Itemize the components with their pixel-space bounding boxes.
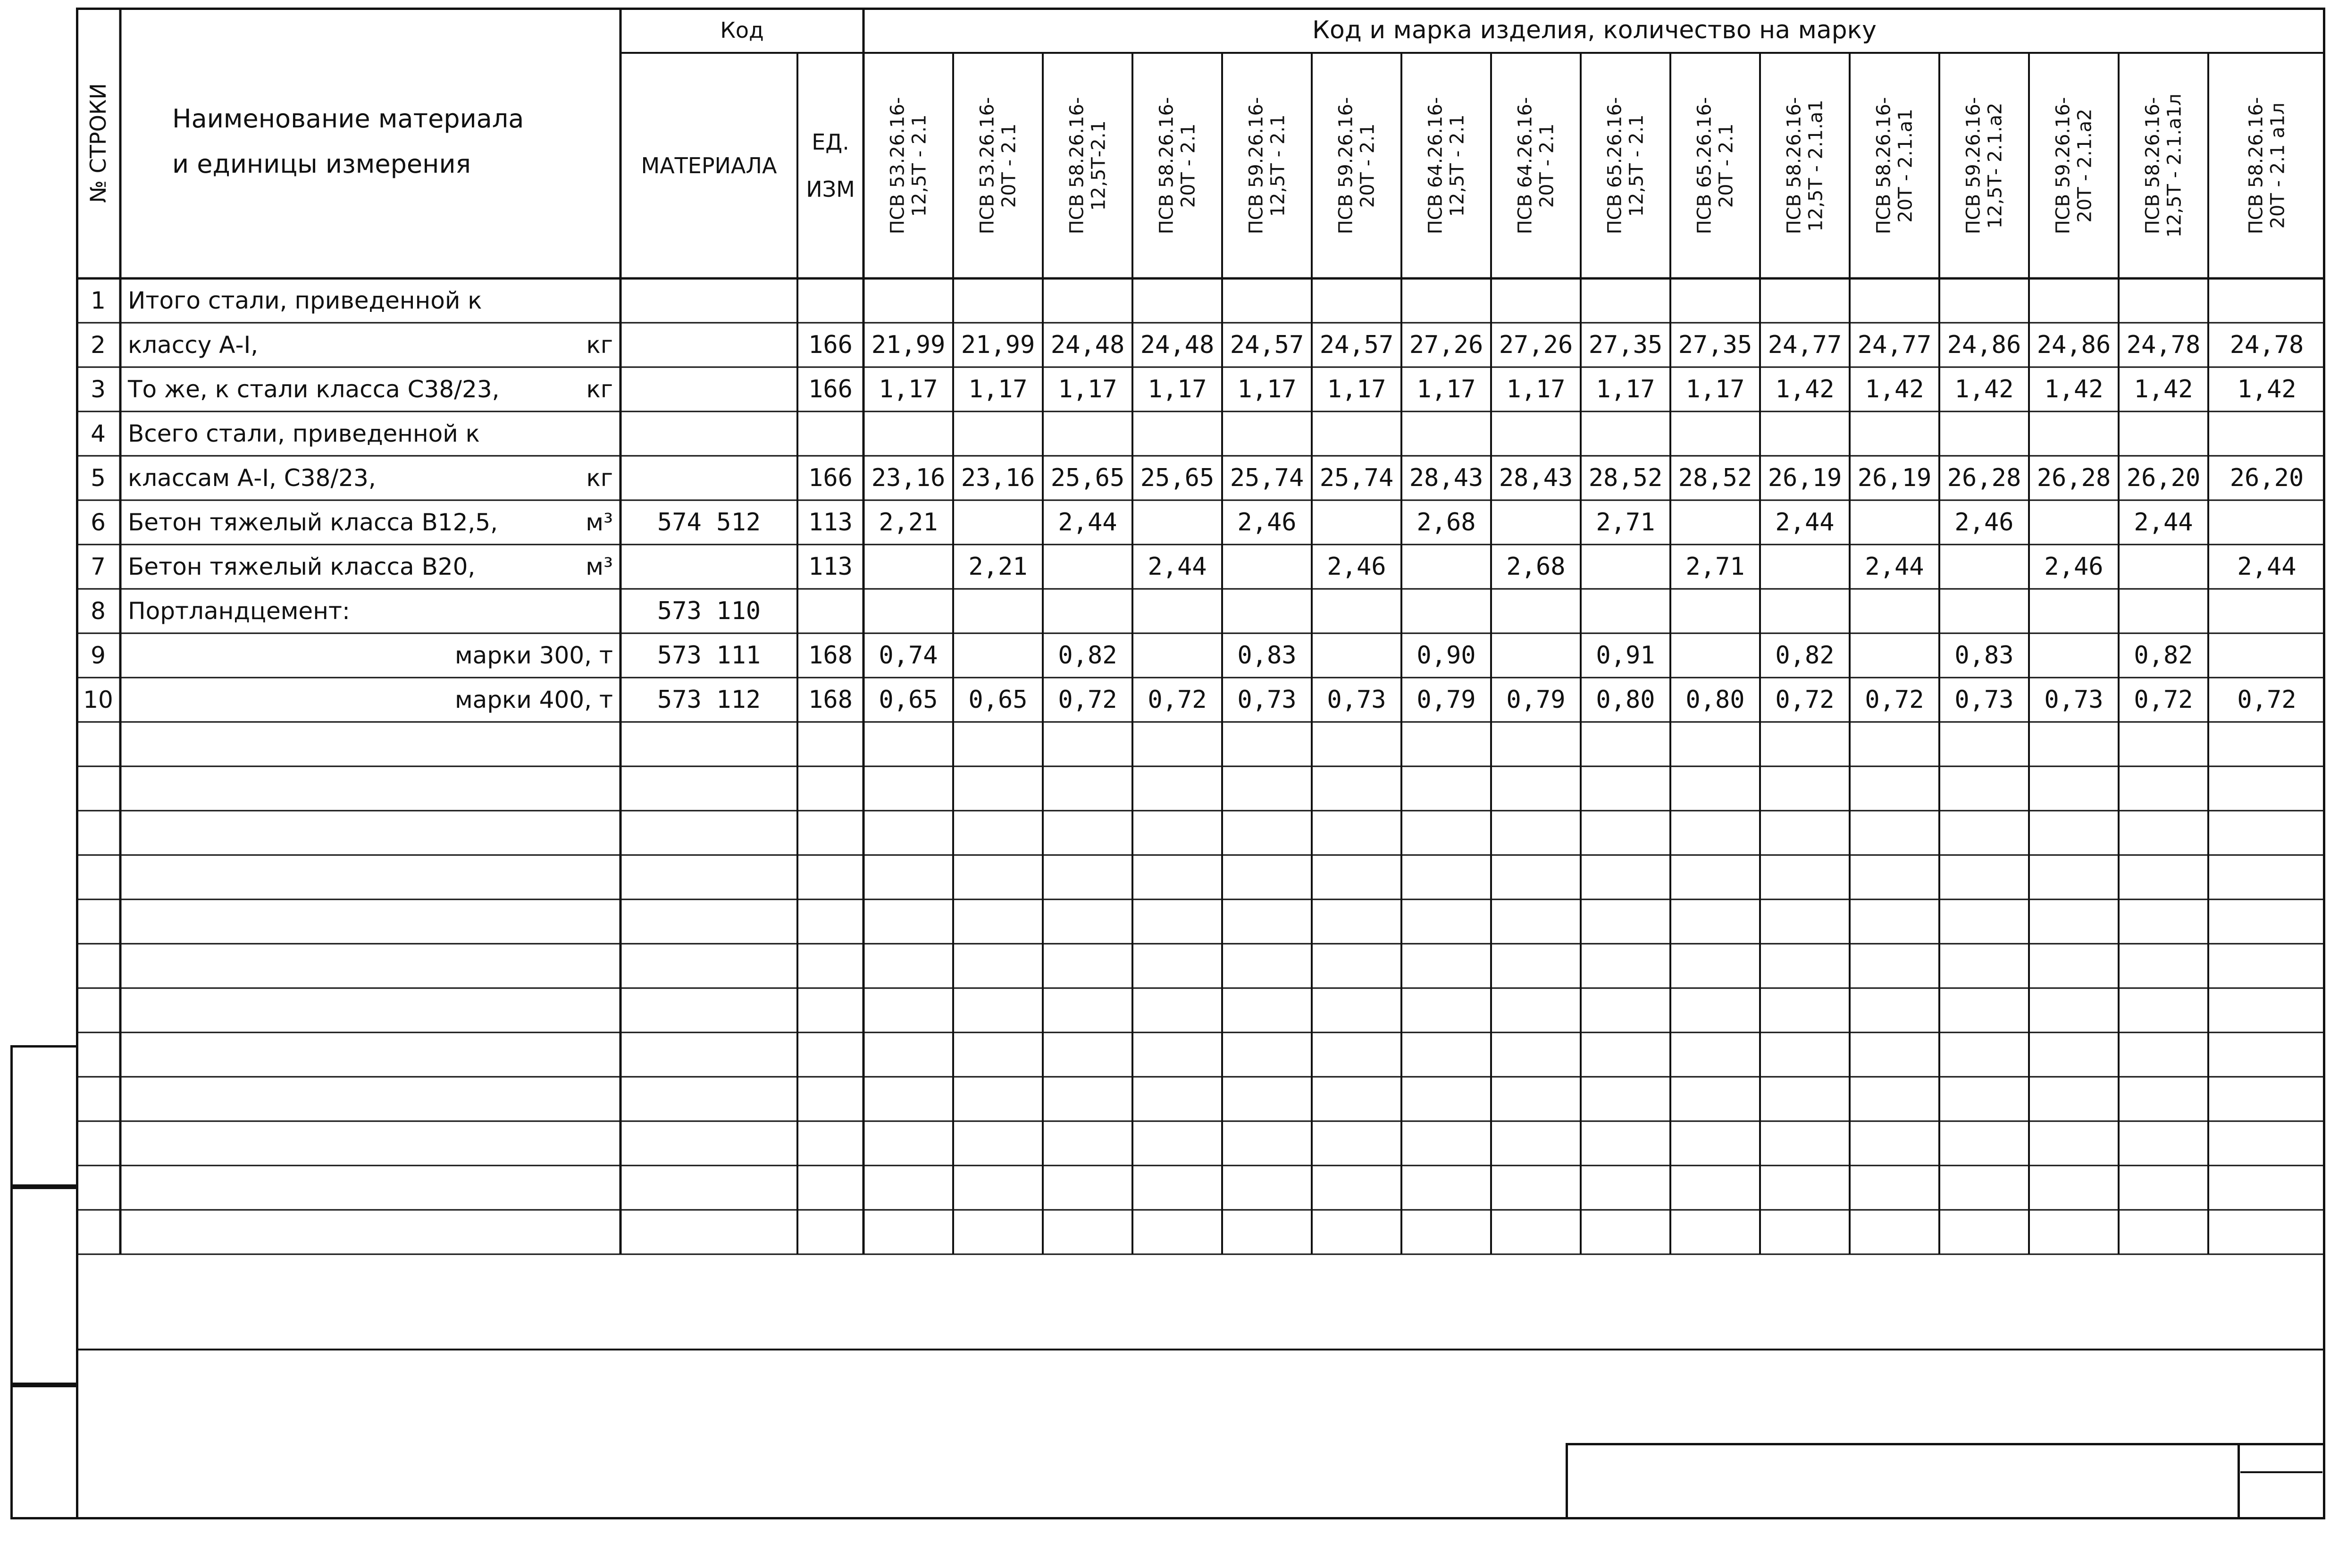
row-value: 2,44 bbox=[1775, 508, 1835, 537]
row-value: 2,71 bbox=[1596, 508, 1655, 537]
row-value: 0,74 bbox=[879, 641, 938, 670]
row-material-unit: марки 300, т bbox=[454, 642, 613, 669]
row-unit-code: 168 bbox=[808, 686, 853, 714]
row-value: 0,79 bbox=[1506, 686, 1566, 714]
row-value: 1,17 bbox=[968, 375, 1028, 403]
product-header-2-line: 20Т - 2.1 bbox=[997, 123, 1020, 208]
row-value: 2,46 bbox=[2044, 553, 2104, 581]
header-unit-line: ЕД. bbox=[812, 129, 849, 155]
row-value: 27,35 bbox=[1678, 331, 1752, 359]
row-value: 0,72 bbox=[1058, 686, 1117, 714]
row-value: 26,20 bbox=[2229, 464, 2304, 492]
row-material-name: Всего стали, приведенной к bbox=[128, 420, 480, 447]
row-value: 26,28 bbox=[1947, 464, 2021, 492]
row-number: 8 bbox=[91, 597, 106, 625]
row-value: 26,20 bbox=[2126, 464, 2201, 492]
row-value: 0,82 bbox=[1775, 641, 1835, 670]
row-value: 1,42 bbox=[2044, 375, 2104, 403]
row-value: 1,17 bbox=[1416, 375, 1476, 403]
row-value: 1,17 bbox=[879, 375, 938, 403]
sheet-number bbox=[2240, 1472, 2322, 1518]
row-material-unit: кг bbox=[586, 376, 613, 403]
row-value: 0,82 bbox=[1058, 641, 1117, 670]
product-header-15 bbox=[2142, 93, 2185, 237]
product-header-10-line: ПСВ 65.26.16- bbox=[1693, 97, 1715, 235]
row-value: 0,73 bbox=[1327, 686, 1386, 714]
row-value: 28,43 bbox=[1499, 464, 1573, 492]
product-header-12-line: ПСВ 58.26.16- bbox=[1872, 97, 1894, 235]
title-block bbox=[1566, 1443, 2325, 1519]
header-kod-material: МАТЕРИАЛА bbox=[641, 153, 777, 178]
header-unit bbox=[797, 53, 863, 278]
product-header-3-line: 12,5Т-2.1 bbox=[1087, 120, 1109, 211]
row-unit-code: 166 bbox=[808, 375, 853, 403]
row-value: 1,42 bbox=[2134, 375, 2193, 403]
row-value: 28,52 bbox=[1588, 464, 1663, 492]
product-header-8-line: 20Т - 2.1 bbox=[1535, 123, 1558, 208]
row-value: 24,78 bbox=[2229, 331, 2304, 359]
product-header-5-line: ПСВ 59.26.16- bbox=[1245, 97, 1267, 235]
row-value: 0,73 bbox=[1237, 686, 1297, 714]
row-unit-code: 166 bbox=[808, 464, 853, 492]
product-header-15-line: 12,5Т - 2.1.а1л bbox=[2163, 93, 2186, 238]
product-header-9 bbox=[1604, 97, 1647, 235]
product-header-7-line: ПСВ 64.26.16- bbox=[1424, 97, 1446, 235]
row-material-unit: кг bbox=[586, 464, 613, 492]
row-value: 0,80 bbox=[1685, 686, 1745, 714]
row-value: 24,86 bbox=[2037, 331, 2111, 359]
product-header-4-line: 20Т - 2.1 bbox=[1177, 123, 1199, 208]
row-material-name: Бетон тяжелый класса В20, bbox=[128, 553, 476, 580]
row-material-unit: м³ bbox=[586, 553, 613, 580]
row-number: 6 bbox=[91, 509, 106, 536]
row-number: 7 bbox=[91, 553, 106, 580]
row-unit-code: 166 bbox=[808, 331, 853, 359]
row-value: 2,68 bbox=[1416, 508, 1476, 537]
product-header-4-line: ПСВ 58.26.16- bbox=[1155, 97, 1177, 235]
product-header-13-line: ПСВ 59.26.16- bbox=[1962, 97, 1984, 235]
product-header-1 bbox=[887, 97, 930, 235]
product-header-2-line: ПСВ 53.26.16- bbox=[976, 97, 998, 235]
row-value: 0,72 bbox=[2134, 686, 2193, 714]
row-value: 24,57 bbox=[1319, 331, 1394, 359]
row-value: 24,78 bbox=[2126, 331, 2201, 359]
row-value: 0,90 bbox=[1416, 641, 1476, 670]
row-value: 25,65 bbox=[1140, 464, 1215, 492]
product-header-10-line: 20Т - 2.1 bbox=[1715, 123, 1737, 208]
row-material-code: 573 110 bbox=[657, 597, 761, 625]
row-value: 27,26 bbox=[1409, 331, 1483, 359]
row-value: 28,43 bbox=[1409, 464, 1483, 492]
row-value: 0,65 bbox=[879, 686, 938, 714]
row-value: 0,82 bbox=[2134, 641, 2193, 670]
row-value: 25,74 bbox=[1319, 464, 1394, 492]
row-value: 0,65 bbox=[968, 686, 1028, 714]
product-header-3 bbox=[1066, 97, 1109, 235]
row-value: 2,46 bbox=[1327, 553, 1386, 581]
row-material-name: Портландцемент: bbox=[128, 597, 350, 625]
product-header-11-line: 12,5Т - 2.1.а1 bbox=[1804, 100, 1827, 232]
product-header-16-line: 20Т - 2.1 а1л bbox=[2266, 102, 2288, 229]
product-header-9-line: 12,5Т - 2.1 bbox=[1625, 114, 1647, 217]
row-value: 2,21 bbox=[968, 553, 1028, 581]
row-value: 26,28 bbox=[2037, 464, 2111, 492]
header-row-no bbox=[87, 83, 109, 203]
row-value: 2,44 bbox=[1058, 508, 1117, 537]
row-material-code: 573 111 bbox=[657, 641, 761, 670]
row-value: 2,44 bbox=[2134, 508, 2193, 537]
header-kod: Код bbox=[720, 17, 764, 43]
row-number: 1 bbox=[91, 287, 106, 314]
row-value: 1,42 bbox=[1775, 375, 1835, 403]
row-value: 1,17 bbox=[1506, 375, 1566, 403]
row-material-unit: кг bbox=[586, 331, 613, 359]
product-header-1-line: ПСВ 53.26.16- bbox=[886, 97, 908, 235]
product-header-11-line: ПСВ 58.26.16- bbox=[1783, 97, 1805, 235]
product-header-7-line: 12,5Т - 2.1 bbox=[1446, 114, 1468, 217]
row-value: 0,83 bbox=[1954, 641, 2014, 670]
row-material-code: 574 512 bbox=[657, 508, 761, 537]
header-products-title: Код и марка изделия, количество на марку bbox=[1312, 16, 1877, 44]
row-value: 1,42 bbox=[2237, 375, 2296, 403]
row-value: 0,72 bbox=[2237, 686, 2296, 714]
row-value: 26,19 bbox=[1768, 464, 1842, 492]
header-material-name-line: и единицы измерения bbox=[172, 149, 471, 179]
row-number: 10 bbox=[83, 686, 113, 713]
product-header-6-line: 20Т - 2.1 bbox=[1356, 123, 1378, 208]
row-value: 0,83 bbox=[1237, 641, 1297, 670]
row-value: 24,57 bbox=[1230, 331, 1304, 359]
row-value: 2,44 bbox=[1865, 553, 1924, 581]
row-material-unit: м³ bbox=[586, 509, 613, 536]
product-header-4 bbox=[1156, 97, 1199, 235]
row-material-name: классу А-I, bbox=[128, 331, 259, 359]
row-number: 5 bbox=[91, 464, 106, 492]
row-value: 21,99 bbox=[961, 331, 1035, 359]
sheet-label bbox=[2240, 1445, 2322, 1473]
row-value: 23,16 bbox=[871, 464, 946, 492]
row-value: 24,77 bbox=[1768, 331, 1842, 359]
row-unit-code: 113 bbox=[808, 553, 853, 581]
product-header-13 bbox=[1962, 97, 2006, 235]
row-value: 0,72 bbox=[1775, 686, 1835, 714]
product-header-11 bbox=[1783, 97, 1827, 235]
row-value: 1,17 bbox=[1237, 375, 1297, 403]
product-header-14-line: 20Т - 2.1.а2 bbox=[2073, 109, 2095, 223]
row-value: 1,17 bbox=[1685, 375, 1745, 403]
row-material-name: классам А-I, С38/23, bbox=[128, 464, 376, 492]
product-header-2 bbox=[976, 97, 1020, 235]
row-value: 24,77 bbox=[1857, 331, 1932, 359]
product-header-16 bbox=[2245, 97, 2288, 235]
row-value: 0,91 bbox=[1596, 641, 1655, 670]
product-header-14-line: ПСВ 59.26.16- bbox=[2052, 97, 2074, 235]
row-number: 3 bbox=[91, 376, 106, 403]
header-row-no-line: № СТРОКИ bbox=[85, 83, 111, 203]
product-header-6-line: ПСВ 59.26.16- bbox=[1334, 97, 1357, 235]
row-value: 25,74 bbox=[1230, 464, 1304, 492]
header-unit-line: ИЗМ bbox=[806, 176, 855, 202]
row-value: 24,86 bbox=[1947, 331, 2021, 359]
row-material-code: 573 112 bbox=[657, 686, 761, 714]
row-value: 27,26 bbox=[1499, 331, 1573, 359]
product-header-12 bbox=[1873, 97, 1916, 235]
row-material-unit: марки 400, т bbox=[454, 686, 613, 713]
row-value: 2,68 bbox=[1506, 553, 1566, 581]
row-value: 2,71 bbox=[1685, 553, 1745, 581]
product-header-13-line: 12,5Т- 2.1.а2 bbox=[1984, 102, 2006, 229]
row-value: 24,48 bbox=[1140, 331, 1215, 359]
row-material-name: Бетон тяжелый класса В12,5, bbox=[128, 509, 498, 536]
row-value: 26,19 bbox=[1857, 464, 1932, 492]
product-header-9-line: ПСВ 65.26.16- bbox=[1603, 97, 1626, 235]
row-number: 4 bbox=[91, 420, 106, 447]
row-unit-code: 113 bbox=[808, 508, 853, 537]
header-material-name-line: Наименование материала bbox=[172, 104, 524, 134]
product-header-5 bbox=[1245, 97, 1289, 235]
header-material-name bbox=[172, 80, 611, 203]
row-unit-code: 168 bbox=[808, 641, 853, 670]
product-header-15-line: ПСВ 58.26.16- bbox=[2142, 97, 2164, 235]
row-value: 0,80 bbox=[1596, 686, 1655, 714]
row-value: 23,16 bbox=[961, 464, 1035, 492]
row-value: 0,73 bbox=[2044, 686, 2104, 714]
row-value: 1,17 bbox=[1058, 375, 1117, 403]
row-value: 0,72 bbox=[1865, 686, 1924, 714]
row-value: 2,46 bbox=[1237, 508, 1297, 537]
row-value: 0,72 bbox=[1148, 686, 1207, 714]
product-header-5-line: 12,5Т - 2.1 bbox=[1266, 114, 1289, 217]
row-value: 2,21 bbox=[879, 508, 938, 537]
row-value: 1,42 bbox=[1865, 375, 1924, 403]
row-material-name: Итого стали, приведенной к bbox=[128, 287, 482, 314]
row-value: 24,48 bbox=[1050, 331, 1125, 359]
row-number: 9 bbox=[91, 642, 106, 669]
row-value: 1,42 bbox=[1954, 375, 2014, 403]
product-header-7 bbox=[1425, 97, 1468, 235]
row-value: 25,65 bbox=[1050, 464, 1125, 492]
product-header-16-line: ПСВ 58.26.16- bbox=[2245, 97, 2267, 235]
product-header-3-line: ПСВ 58.26.16- bbox=[1065, 97, 1088, 235]
product-header-14 bbox=[2052, 97, 2095, 235]
row-value: 27,35 bbox=[1588, 331, 1663, 359]
product-header-6 bbox=[1335, 97, 1378, 235]
row-value: 2,44 bbox=[2237, 553, 2296, 581]
row-value: 2,44 bbox=[1148, 553, 1207, 581]
product-header-8 bbox=[1514, 97, 1558, 235]
row-material-name: То же, к стали класса С38/23, bbox=[128, 376, 500, 403]
product-header-1-line: 12,5Т - 2.1 bbox=[908, 114, 930, 217]
row-value: 1,17 bbox=[1596, 375, 1655, 403]
product-header-8-line: ПСВ 64.26.16- bbox=[1514, 97, 1536, 235]
row-value: 28,52 bbox=[1678, 464, 1752, 492]
row-value: 1,17 bbox=[1327, 375, 1386, 403]
row-value: 0,79 bbox=[1416, 686, 1476, 714]
row-value: 1,17 bbox=[1148, 375, 1207, 403]
row-number: 2 bbox=[91, 331, 106, 359]
product-header-10 bbox=[1693, 97, 1737, 235]
row-value: 0,73 bbox=[1954, 686, 2014, 714]
product-header-12-line: 20Т - 2.1.а1 bbox=[1894, 109, 1916, 223]
row-value: 21,99 bbox=[871, 331, 946, 359]
row-value: 2,46 bbox=[1954, 508, 2014, 537]
